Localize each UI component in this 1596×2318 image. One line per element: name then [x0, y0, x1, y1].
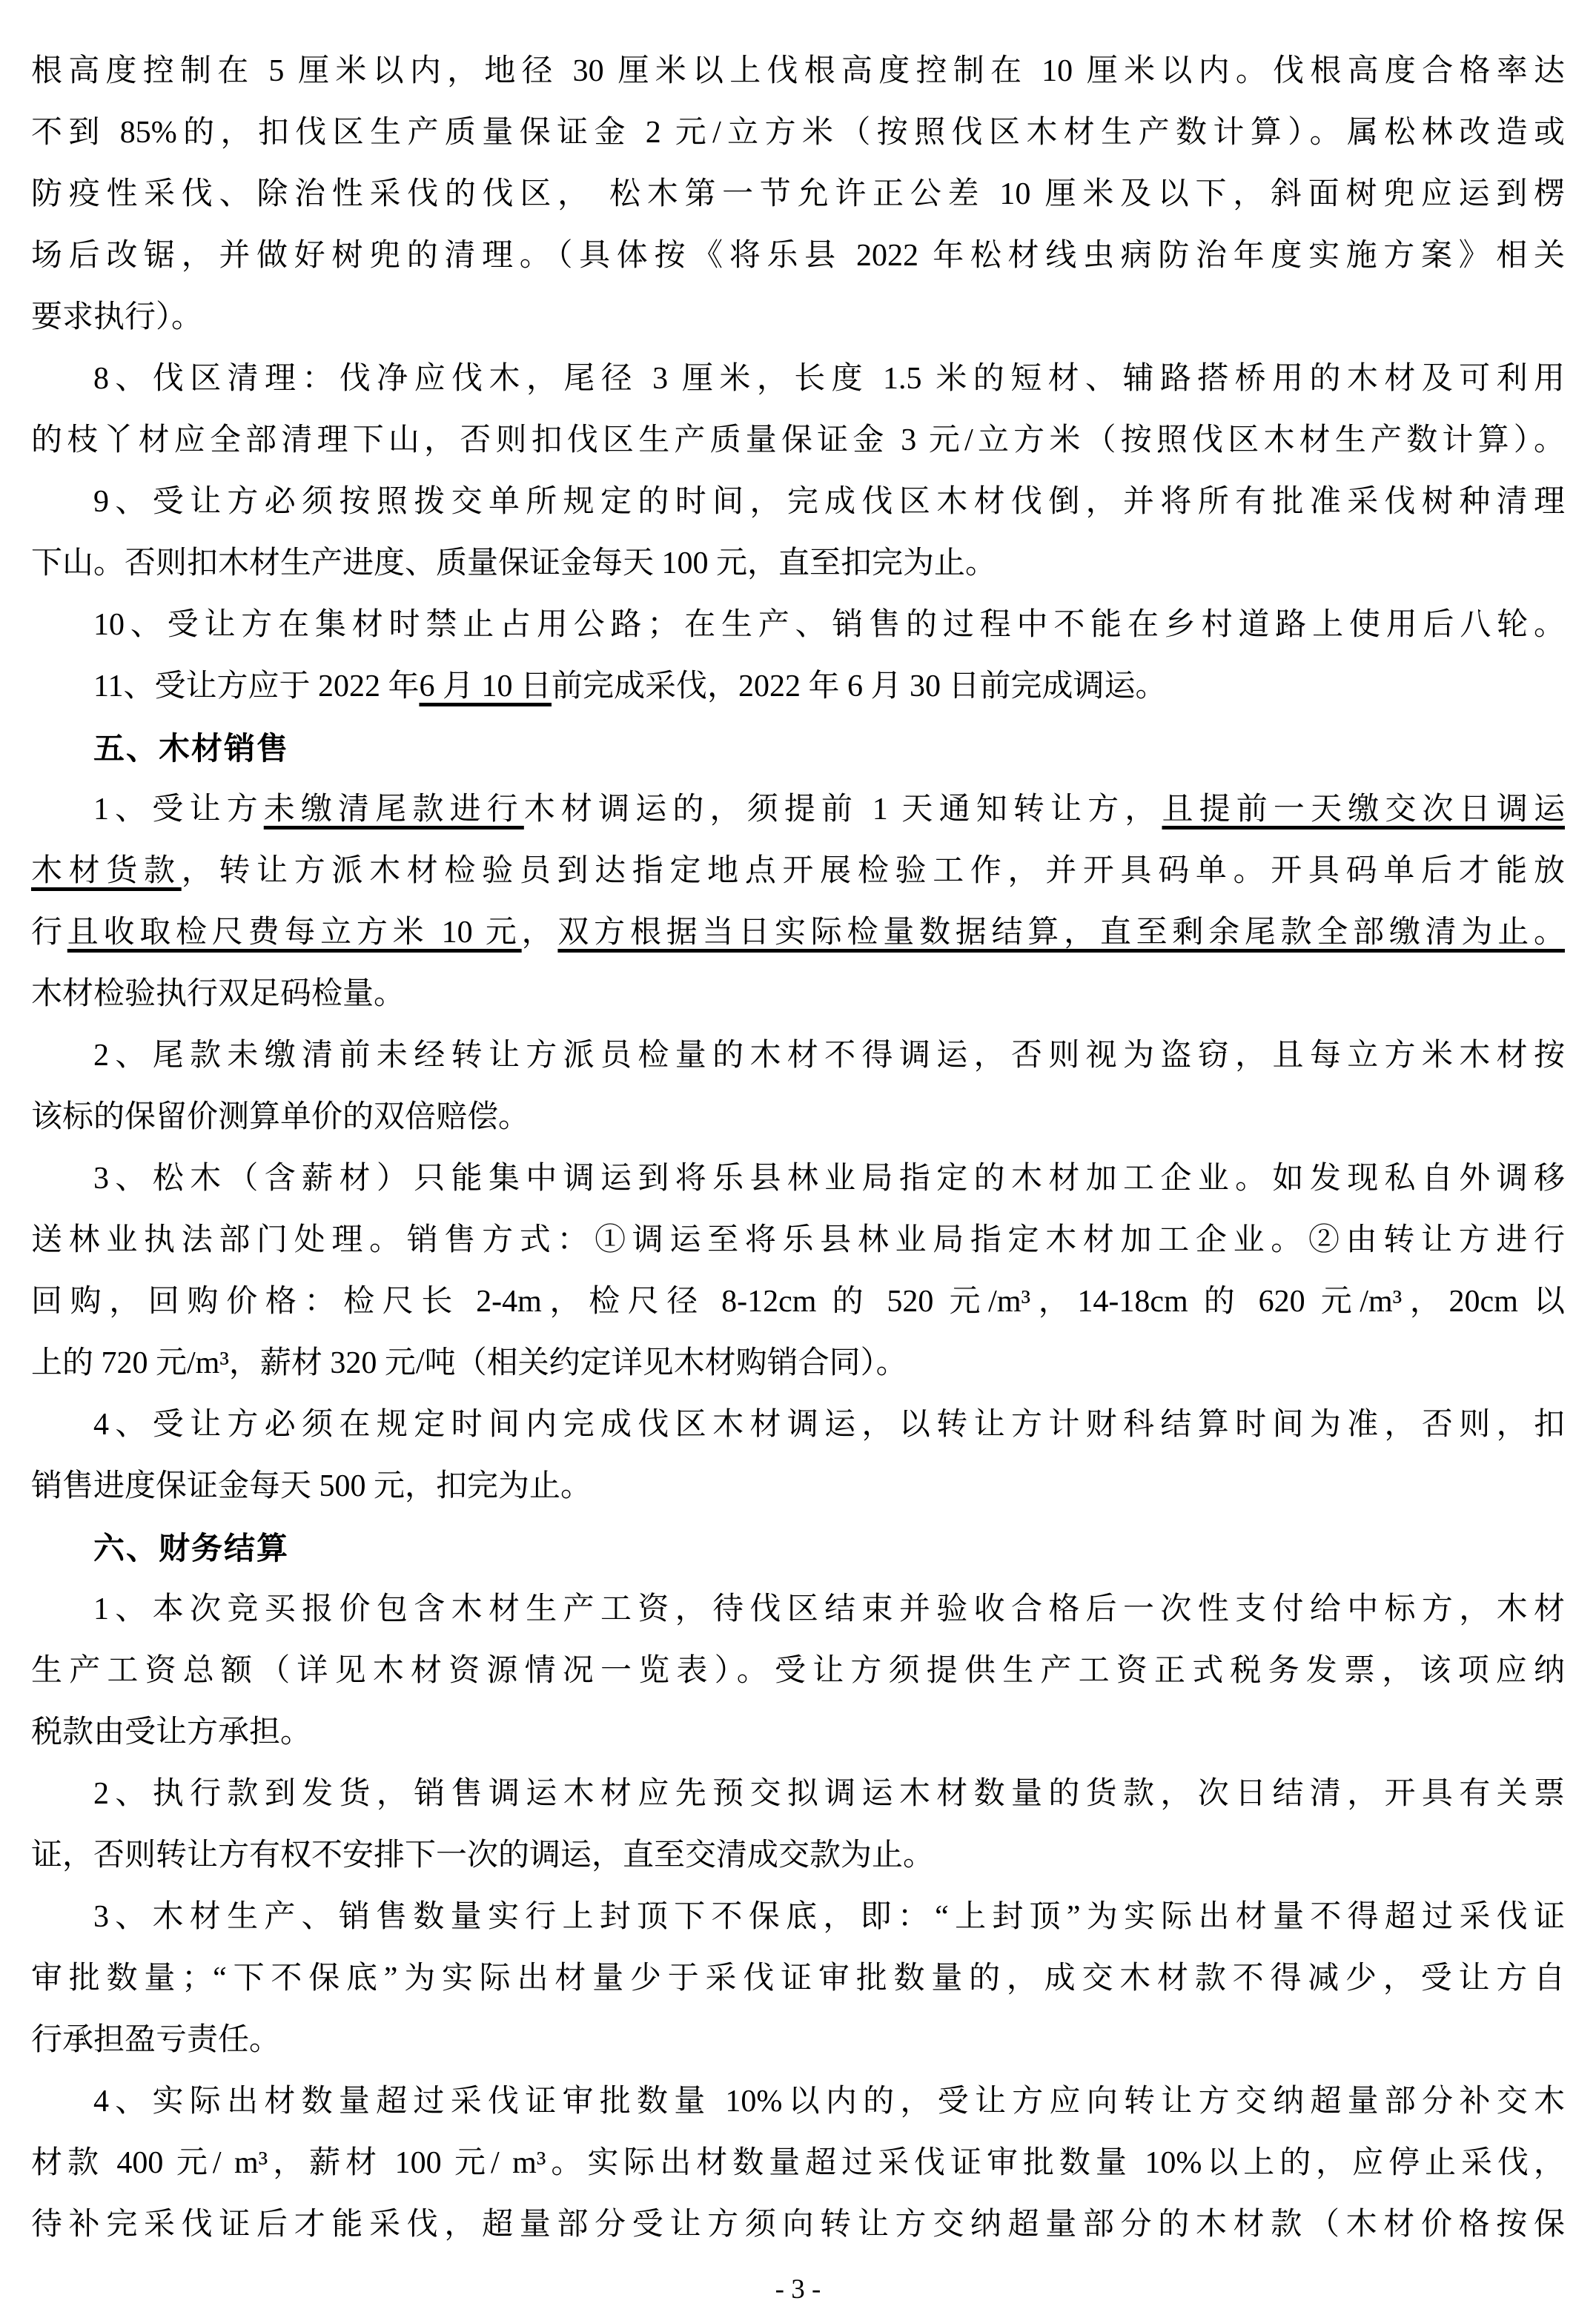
text-segment: 2、尾款未缴清前未经转让方派员检量的木材不得调运，否则视为盗窃，且每立方米木材按: [93, 1039, 1565, 1073]
text-line: [31, 1025, 1565, 1087]
page-number: - 3 -: [775, 2274, 821, 2305]
text-line: [31, 1148, 1565, 1210]
underlined-text: 双方根据当日实际检量数据结算，直至剩余尾款全部缴清为止。: [557, 915, 1565, 950]
text-segment: ，: [521, 915, 558, 950]
text-line: [31, 1456, 1565, 1517]
text-segment: 六、财务结算: [93, 1531, 290, 1566]
text-line: [31, 287, 1565, 348]
text-line: [31, 1579, 1565, 1640]
text-segment: 送林业执法部门处理。销售方式：①调运至将乐县林业局指定木材加工企业。②由转让方进行: [31, 1223, 1565, 1257]
text-segment: 木材调运的，须提前 1 天通知转让方，: [523, 792, 1162, 827]
text-line: [31, 1640, 1565, 1702]
text-segment: 9、受让方必须按照拨交单所规定的时间，完成伐区木材伐倒，并将所有批准采伐树种清理: [93, 485, 1565, 519]
text-segment: 证，否则转让方有权不安排下一次的调运，直至交清成交款为止。: [31, 1838, 935, 1872]
text-segment: 该标的保留价测算单价的双倍赔偿。: [31, 1100, 530, 1134]
text-segment: 根高度控制在 5 厘米以内，地径 30 厘米以上伐根高度控制在 10 厘米以内。伐根高度合格率达: [31, 54, 1565, 88]
text-segment: 8、伐区清理：伐净应伐木，尾径 3 厘米，长度 1.5 米的短材、辅路搭桥用的木材及可利用: [93, 362, 1565, 396]
text-line: [31, 102, 1565, 164]
text-segment: 回购，回购价格：检尺长 2-4m，检尺径 8-12cm 的 520 元/m³，14-18cm 的 620 元/m³，20cm 以: [31, 1285, 1565, 1319]
text-segment: 销售进度保证金每天 500 元，扣完为止。: [31, 1469, 592, 1503]
underlined-text: 且收取检尺费每立方米 10 元: [67, 915, 522, 950]
text-line: [31, 902, 1565, 964]
text-line: [31, 2194, 1565, 2256]
text-segment: 2、执行款到发货，销售调运木材应先预交拟调运木材数量的货款，次日结清，开具有关票: [93, 1777, 1565, 1811]
text-line: [31, 1702, 1565, 1764]
text-line: [31, 595, 1565, 656]
section-heading: [31, 718, 1565, 779]
text-segment: 生产工资总额（详见木材资源情况一览表）。受让方须提供生产工资正式税务发票，该项应纳: [31, 1654, 1565, 1688]
underlined-text: 木材货款: [31, 854, 182, 888]
text-line: [31, 410, 1565, 471]
text-line: [31, 1210, 1565, 1271]
underlined-text: 且提前一天缴交次日调运: [1162, 792, 1565, 827]
text-line: [31, 225, 1565, 287]
text-line: [31, 1087, 1565, 1148]
text-line: [31, 656, 1565, 718]
text-segment: 五、木材销售: [93, 731, 290, 766]
text-line: [31, 779, 1565, 841]
text-line: [31, 2071, 1565, 2133]
text-line: [31, 841, 1565, 902]
text-segment: 的枝丫材应全部清理下山，否则扣伐区生产质量保证金 3 元/立方米（按照伐区木材生产数计算）。: [31, 423, 1565, 457]
text-line: [31, 348, 1565, 410]
text-segment: 3、木材生产、销售数量实行上封顶下不保底，即：“上封顶”为实际出材量不得超过采伐证: [93, 1900, 1565, 1934]
text-line: [31, 2133, 1565, 2194]
text-segment: 下山。否则扣木材生产进度、质量保证金每天 100 元，直至扣完为止。: [31, 546, 997, 580]
document-body: [31, 41, 1565, 2256]
text-line: [31, 1887, 1565, 1948]
underlined-text: 未缴清尾款进行: [263, 792, 524, 827]
text-line: [31, 533, 1565, 595]
text-segment: 4、实际出材数量超过采伐证审批数量 10%以内的，受让方应向转让方交纳超量部分补交木: [93, 2084, 1565, 2119]
text-segment: 场后改锯，并做好树兜的清理。（具体按《将乐县 2022 年松材线虫病防治年度实施方案》相关: [31, 239, 1565, 273]
text-segment: 防疫性采伐、除治性采伐的伐区， 松木第一节允许正公差 10 厘米及以下，斜面树兜应运到楞: [31, 177, 1565, 211]
text-segment: 4、受让方必须在规定时间内完成伐区木材调运，以转让方计财科结算时间为准，否则，扣: [93, 1408, 1565, 1442]
text-line: [31, 1271, 1565, 1333]
text-line: [31, 1333, 1565, 1394]
text-segment: 3、松木（含薪材）只能集中调运到将乐县林业局指定的木材加工企业。如发现私自外调移: [93, 1162, 1565, 1196]
text-line: [31, 1948, 1565, 2010]
text-segment: 10、受让方在集材时禁止占用公路；在生产、销售的过程中不能在乡村道路上使用后八轮。: [93, 608, 1565, 642]
section-heading: [31, 1517, 1565, 1579]
text-segment: 审批数量；“下不保底”为实际出材量少于采伐证审批数量的，成交木材款不得减少，受让方自: [31, 1961, 1565, 1996]
text-line: [31, 1764, 1565, 1825]
text-segment: 税款由受让方承担。: [31, 1715, 312, 1749]
underlined-text: 6 月 10 日: [419, 669, 552, 703]
text-segment: 行承担盈亏责任。: [31, 2023, 281, 2057]
text-line: [31, 2010, 1565, 2071]
text-segment: 行: [31, 915, 67, 950]
text-segment: 木材检验执行双足码检量。: [31, 977, 405, 1011]
text-line: [31, 964, 1565, 1025]
text-segment: 1、受让方: [93, 792, 264, 827]
text-segment: 不到 85%的，扣伐区生产质量保证金 2 元/立方米（按照伐区木材生产数计算）。属松林改造或: [31, 116, 1565, 150]
text-line: [31, 1825, 1565, 1887]
text-segment: ，转让方派木材检验员到达指定地点开展检验工作，并开具码单。开具码单后才能放: [181, 854, 1565, 888]
text-line: [31, 1394, 1565, 1456]
text-line: [31, 164, 1565, 225]
text-segment: 前完成采伐，2022 年 6 月 30 日前完成调运。: [551, 669, 1167, 703]
text-line: [31, 41, 1565, 102]
text-line: [31, 471, 1565, 533]
text-segment: 材款 400 元/ m³，薪材 100 元/ m³。实际出材数量超过采伐证审批数量 10%以上的，应停止采伐，: [31, 2146, 1565, 2180]
text-segment: 1、本次竞买报价包含木材生产工资，待伐区结束并验收合格后一次性支付给中标方，木材: [93, 1592, 1565, 1626]
text-segment: 11、受让方应于 2022 年: [93, 669, 420, 703]
text-segment: 要求执行）。: [31, 300, 203, 334]
text-segment: 待补完采伐证后才能采伐，超量部分受让方须向转让方交纳超量部分的木材款（木材价格按保: [31, 2208, 1565, 2242]
text-segment: 上的 720 元/m³，薪材 320 元/吨（相关约定详见木材购销合同）。: [31, 1346, 907, 1380]
